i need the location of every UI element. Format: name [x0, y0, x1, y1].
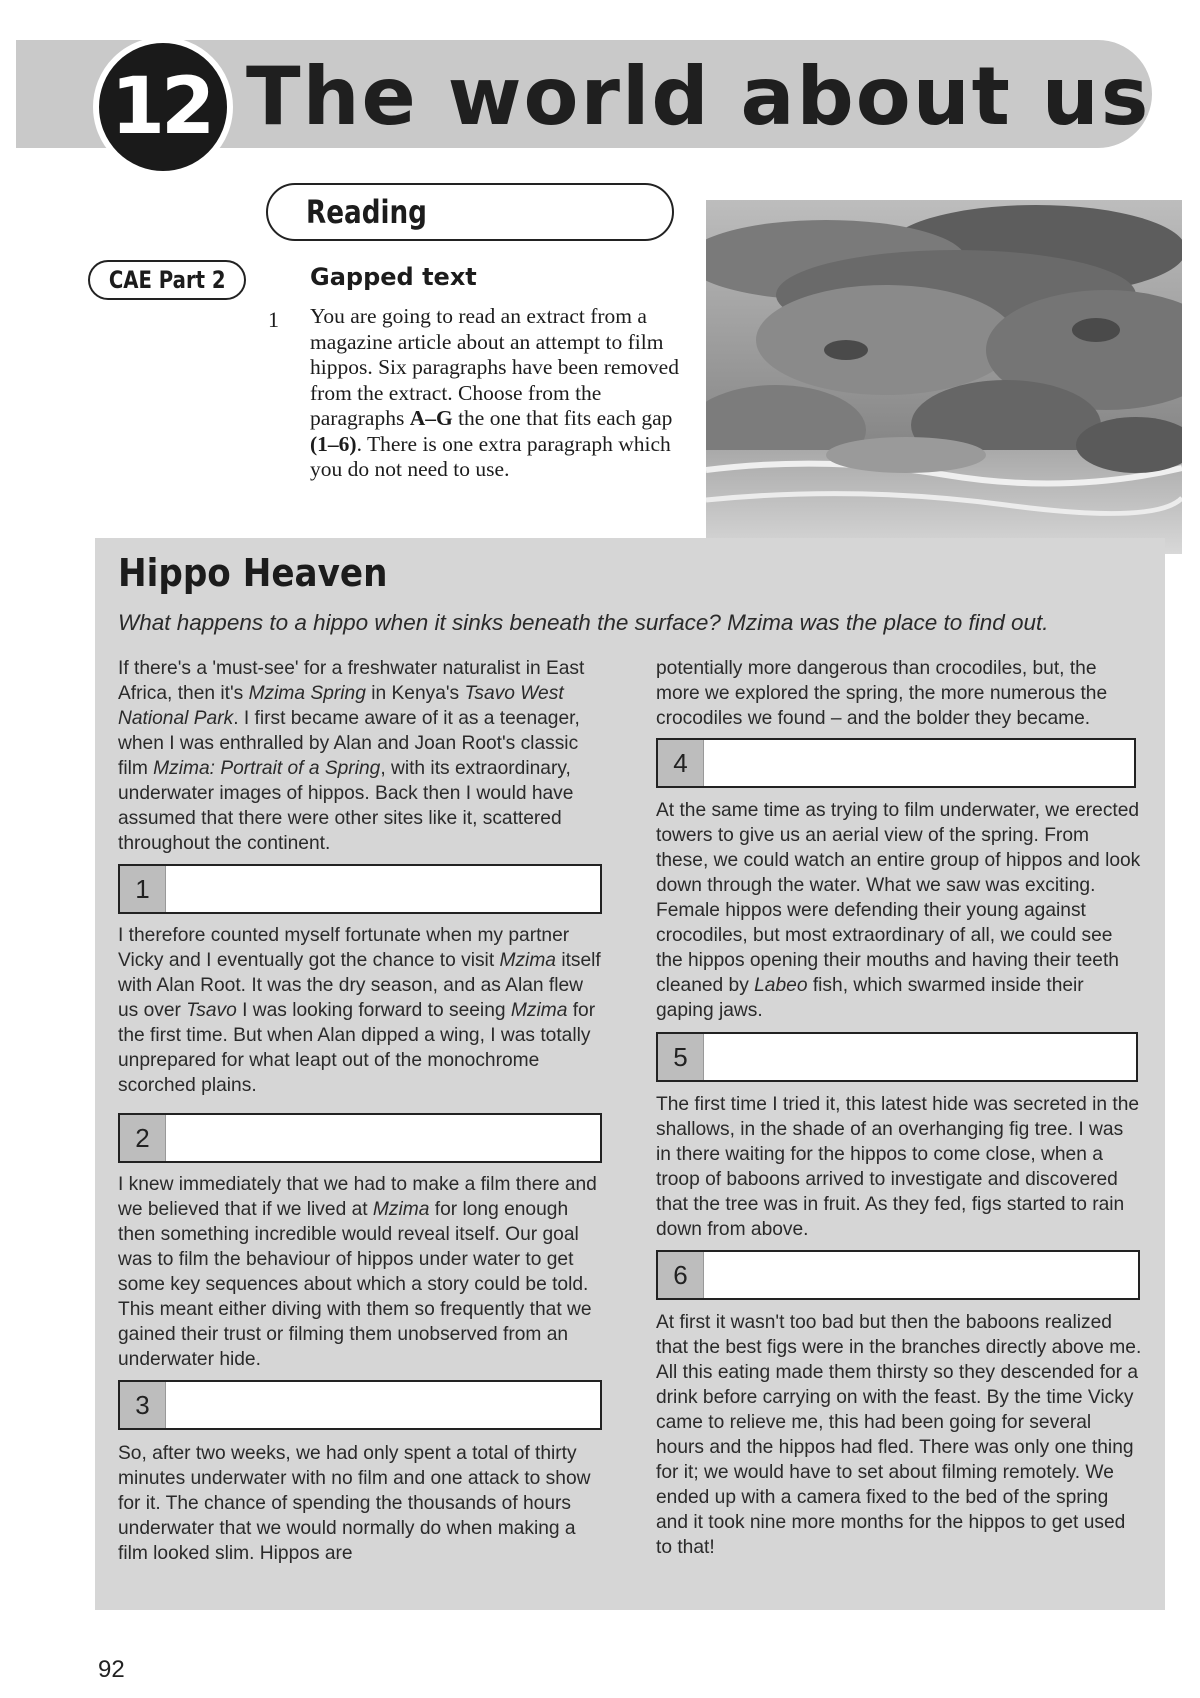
- article-subtitle: What happens to a hippo when it sinks beneath the surface? Mzima was the place to find out.: [118, 610, 1049, 635]
- exam-part-tag: [88, 260, 246, 300]
- unit-title: The world about us: [246, 50, 1151, 143]
- section-label: [266, 183, 674, 241]
- article-paragraph-3: I knew immediately that we had to make a film there and we believed that if we lived at Mzima for long enough then something incredible would reveal itself. Our goal was to film the behaviour of hippos under water to get some key sequences about which a story could be told. This meant either diving with them so frequently that we gained their trust or filming them unobserved from an underwater hide.: [118, 1174, 597, 1370]
- article-paragraph-1: If there's a 'must-see' for a freshwater naturalist in East Africa, then it's Mzima Spring in Kenya's Tsavo West National Park. I first became aware of it as a teenager, when I was enthralled by Alan and Joan Root's classic film Mzima: Portrait of a Spring, with its extraordinary, underwater images of hippos. Back then I would have assumed that there were other sites like it, scattered throughout the continent.: [118, 658, 585, 854]
- unit-number: 12: [110, 62, 212, 152]
- article-paragraph-4: So, after two weeks, we had only spent a total of thirty minutes underwater with no film and one attack to show for it. The chance of spending the thousands of hours underwater that we would normally do when making a film looked slim. Hippos are: [118, 1443, 591, 1564]
- gap-box-3[interactable]: [118, 1380, 602, 1430]
- article-paragraph-2: I therefore counted myself fortunate when my partner Vicky and I eventually got the chance to visit Mzima itself with Alan Root. It was the dry season, and as Alan flew us over Tsavo I was looking forward to seeing Mzima for the first time. But when Alan dipped a wing, I was totally unprepared for what leapt out of the monochrome scorched plains.: [118, 925, 601, 1096]
- gap-box-4[interactable]: [656, 738, 1136, 788]
- gap-box-1[interactable]: [118, 864, 602, 914]
- gap-number: 6: [658, 1252, 704, 1298]
- exam-part-text: CAE Part 2: [108, 266, 226, 294]
- gap-number: 2: [120, 1115, 166, 1161]
- page-number: 92: [98, 1656, 125, 1683]
- gap-number: 3: [120, 1382, 166, 1428]
- photo-illustration: [706, 200, 1182, 554]
- gap-box-5[interactable]: [656, 1032, 1138, 1082]
- article-paragraph-8: At first it wasn't too bad but then the baboons realized that the best figs were in the branches directly above me. All this eating made them thirsty so they descended for a drink before carrying on with the feast. By the time Vicky came to relieve me, this had been going for several hours and the hippos had fled. There was only one thing for it; we would have to set about filming remotely. We ended up with a camera fixed to the bed of the spring and it took nine more months for the hippos to get used to that!: [656, 1312, 1142, 1558]
- task-number: 1: [268, 307, 279, 332]
- gap-number: 1: [120, 866, 166, 912]
- section-label-text: Reading: [306, 193, 427, 231]
- article-paragraph-5: potentially more dangerous than crocodiles, but, the more we explored the spring, the more numerous the crocodiles we found – and the bolder they became.: [656, 658, 1108, 729]
- unit-badge: [93, 37, 233, 177]
- article-title: Hippo Heaven: [118, 551, 388, 595]
- hippos-in-water-photo: [706, 200, 1182, 554]
- task-heading: Gapped text: [310, 263, 477, 291]
- task-instructions: You are going to read an extract from a magazine article about an attempt to film hippos. Six paragraphs have been removed from the extract. Choose from the paragraphs A–G the one that fits each gap (1–6). There is one extra paragraph which you do not need to use.: [310, 304, 679, 481]
- gap-box-6[interactable]: [656, 1250, 1140, 1300]
- article-paragraph-7: The first time I tried it, this latest hide was secreted in the shallows, in the shade of an overhanging fig tree. I was in there waiting for the hippos to come close, when a troop of baboons arrived to investigate and discovered that the tree was in fruit. As they fed, figs started to rain down from above.: [656, 1094, 1140, 1240]
- gap-number: 4: [658, 740, 704, 786]
- gap-number: 5: [658, 1034, 704, 1080]
- article-paragraph-6: At the same time as trying to film underwater, we erected towers to give us an aerial view of the spring. From these, we could watch an entire group of hippos and look down through the water. What we saw was exciting. Female hippos were defending their young against crocodiles, but most extraordinary of all, we could see the hippos opening their mouths and having their teeth cleaned by Labeo fish, which swarmed inside their gaping jaws.: [656, 800, 1141, 1021]
- gap-box-2[interactable]: [118, 1113, 602, 1163]
